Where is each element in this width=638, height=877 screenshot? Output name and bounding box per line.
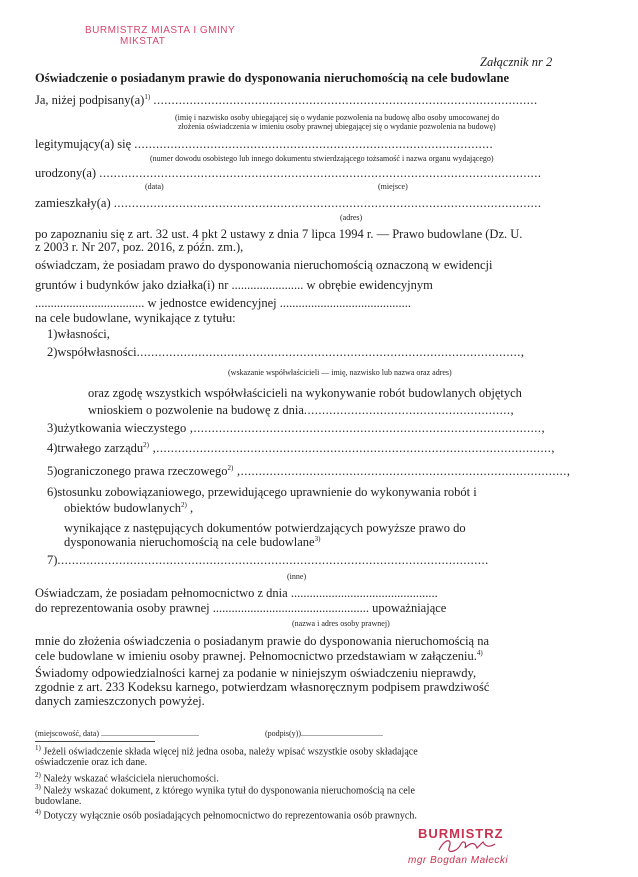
title-3-field[interactable]: ,................................................................................................, <box>186 421 546 435</box>
born-place-hint: (miejsce) <box>378 182 408 191</box>
signature-field[interactable]: (podpis(y))......................................... <box>265 729 383 738</box>
stamp-line-2: MIKSTAT <box>120 36 166 47</box>
place-date-label: (miejscowość, data) <box>35 729 99 738</box>
name-hint-2: złożenia oświadczenia w imieniu osoby prawnej ubiegającej się o wydanie pozwolenia na budowę) <box>178 122 496 131</box>
footnote-1 <box>35 744 418 768</box>
mayor-title: BURMISTRZ <box>418 826 504 841</box>
law-line-1: po zapoznaniu się z art. 32 ust. 4 pkt 2 ustawy z dnia 7 lipca 1994 r. — Prawo budowlane (Dz. U. <box>35 227 523 241</box>
title-item-5-num: 5) <box>47 464 58 479</box>
proxy-hint: (nazwa i adres osoby prawnej) <box>292 619 390 628</box>
footnote-1-num: 1) <box>35 744 41 752</box>
footnote-3-text: Należy wskazać dokument, z którego wynika tytuł do dysponowania nieruchomością na cele <box>43 785 415 797</box>
footnote-divider <box>35 741 155 742</box>
footnote-3-num: 3) <box>35 783 41 791</box>
documents-label: dysponowania nieruchomością na cele budowlane <box>64 535 315 550</box>
proxy-line-4 <box>35 649 483 664</box>
title-item-4-num: 4) <box>47 441 58 456</box>
title-item-4 <box>47 441 555 456</box>
id-field[interactable]: ................................................................................................... <box>134 137 494 151</box>
born-field[interactable]: .......................................................................................................................... <box>99 166 542 180</box>
mayor-name: mgr Bogdan Małecki <box>408 855 509 866</box>
footnote-1-text: Jeżeli oświadczenie składa więcej niż jedna osoba, należy wpisać wszystkie osoby składające <box>43 746 418 758</box>
footnote-ref-3: 3) <box>314 535 321 543</box>
proxy-line-4-text: cele budowlane w imieniu osoby prawnej. Pełnomocnictwo przedstawiam w załączeniu. <box>35 649 477 664</box>
title-item-2-num: 2) <box>47 345 58 359</box>
documents-line-1: wynikające z następujących dokumentów potwierdzających powyższe prawo do <box>64 521 466 535</box>
title-item-1 <box>47 327 110 342</box>
liability-line-3: danych zamieszczonych powyżej. <box>35 694 205 708</box>
title-item-1-text: własności, <box>57 327 110 341</box>
co-owners-field[interactable]: .........................................................................................................., <box>136 345 525 359</box>
office-stamp <box>85 25 235 47</box>
name-field[interactable]: .......................................................................................................... <box>153 93 538 108</box>
consent-label: wnioskiem o pozwolenie na budowę z dnia <box>88 403 304 417</box>
title-item-2-text: współwłasności <box>57 345 137 359</box>
consent-date-field[interactable]: ........................................................., <box>303 403 515 417</box>
title-item-3 <box>47 421 545 436</box>
footnote-1-text-2: oświadczenie oraz ich dane. <box>35 757 148 769</box>
id-hint: (numer dowodu osobistego lub innego dokumentu stwierdzającego tożsamość i nazwa organu wydającego) <box>150 154 494 163</box>
footnote-3-text-2: budowlane. <box>35 796 82 808</box>
address-field[interactable]: ...................................................................................................................... <box>113 196 542 210</box>
consent-line-2 <box>88 403 514 418</box>
born-label: urodzony(a) <box>35 166 97 180</box>
title-item-7 <box>47 553 489 568</box>
title-item-5-text: ograniczonego prawa rzeczowego <box>57 464 228 479</box>
title-4-field[interactable]: ,............................................................................................................., <box>148 441 555 456</box>
law-line-2: z 2003 r. Nr 207, poz. 2016, z późn. zm.), <box>35 240 244 254</box>
declare-line-3: ................................... w jednostce ewidencyjnej .......................................... <box>35 296 411 310</box>
declare-line-1: oświadczam, że posiadam prawo do dysponowania nieruchomością oznaczoną w ewidencji <box>35 258 493 272</box>
title-item-6 <box>47 485 477 500</box>
footnote-ref-1: 1) <box>144 93 151 101</box>
name-label: Ja, niżej podpisany(a) <box>35 93 145 108</box>
consent-line-1: oraz zgodę wszystkich współwłaścicieli na wykonywanie robót budowlanych objętych <box>88 386 522 400</box>
footnote-ref-2b: 2) <box>227 464 234 472</box>
title-item-7-num: 7) <box>47 553 58 567</box>
footnote-3 <box>35 783 415 807</box>
title-item-4-text: trwałego zarządu <box>57 441 144 456</box>
name-hint-1: (imię i nazwisko osoby ubiegającej się o wydanie pozwolenia na budowę albo osoby umocowanej do <box>175 113 500 122</box>
other-field[interactable]: ....................................................................................................................... <box>57 553 489 567</box>
title-item-6-num: 6) <box>47 485 58 499</box>
footnote-4 <box>35 808 417 821</box>
footnote-2-text: Należy wskazać właściciela nieruchomości. <box>43 773 219 785</box>
address-line <box>35 196 542 211</box>
title-item-3-num: 3) <box>47 421 58 435</box>
objects-line: obiektów budowlanych$^{2)}$ , <box>64 501 194 516</box>
footnote-2-num: 2) <box>35 771 41 779</box>
footnote-4-text: Dotyczy wyłącznie osób posiadających pełnomocnictwo do reprezentowania osób prawnych. <box>43 810 417 822</box>
other-hint: (inne) <box>287 572 307 581</box>
place-date-field[interactable]: (miejscowość, data) ................................................. <box>35 729 199 738</box>
title-item-1-num: 1) <box>47 327 58 341</box>
objects-label: obiektów budowlanych <box>64 501 181 516</box>
proxy-line-3: mnie do złożenia oświadczenia o posiadanym prawie do dysponowania nieruchomością na <box>35 634 490 648</box>
address-label: zamieszkały(a) <box>35 196 111 210</box>
annex-label: Załącznik nr 2 <box>480 55 553 69</box>
id-line <box>35 137 493 152</box>
title-item-6-text: stosunku zobowiązaniowego, przewidującego uprawnienie do wykonywania robót i <box>57 485 477 499</box>
proxy-line-1: Oświadczam, że posiadam pełnomocnictwo z dnia ............................................... <box>35 586 438 600</box>
title-item-5 <box>47 464 570 479</box>
born-date-hint: (data) <box>145 182 164 191</box>
declare-line-2: gruntów i budynków jako działka(i) nr ....................... w obrębie ewidencyjnym <box>35 278 433 292</box>
name-line <box>35 93 538 108</box>
signature-label: (podpis(y)) <box>265 729 301 738</box>
documents-line-2 <box>64 535 320 550</box>
title-5-field[interactable]: ,.........................................................................................., <box>233 464 571 479</box>
address-hint: (adres) <box>340 213 363 222</box>
footnote-4-num: 4) <box>35 808 41 816</box>
footnote-ref-4: 4) <box>476 649 483 657</box>
footnote-ref-2a: 2) <box>143 441 149 449</box>
title-item-3-text: użytkowania wieczystego <box>57 421 187 435</box>
liability-line-2: zgodnie z art. 233 Kodeksu karnego, potwierdzam własnoręcznym podpisem prawdziwość <box>35 680 490 694</box>
title-item-2 <box>47 345 524 360</box>
id-label: legitymujący(a) się <box>35 137 132 151</box>
born-line <box>35 166 541 181</box>
liability-line-1: Świadomy odpowiedzialności karnej za podanie w niniejszym oświadczeniu nieprawdy, <box>35 666 477 680</box>
stamp-line-1: BURMISTRZ MIASTA I GMINY <box>85 25 236 36</box>
declare-line-4: na cele budowlane, wynikające z tytułu: <box>35 311 236 325</box>
document-title: Oświadczenie o posiadanym prawie do dysponowania nieruchomością na cele budowlane <box>35 71 510 85</box>
footnote-ref-2c: 2) <box>181 501 187 509</box>
proxy-line-2: do reprezentowania osoby prawnej .................................................. upoważniające <box>35 601 447 615</box>
co-owners-hint: (wskazanie współwłaścicieli — imię, nazwisko lub nazwa oraz adres) <box>228 368 452 377</box>
